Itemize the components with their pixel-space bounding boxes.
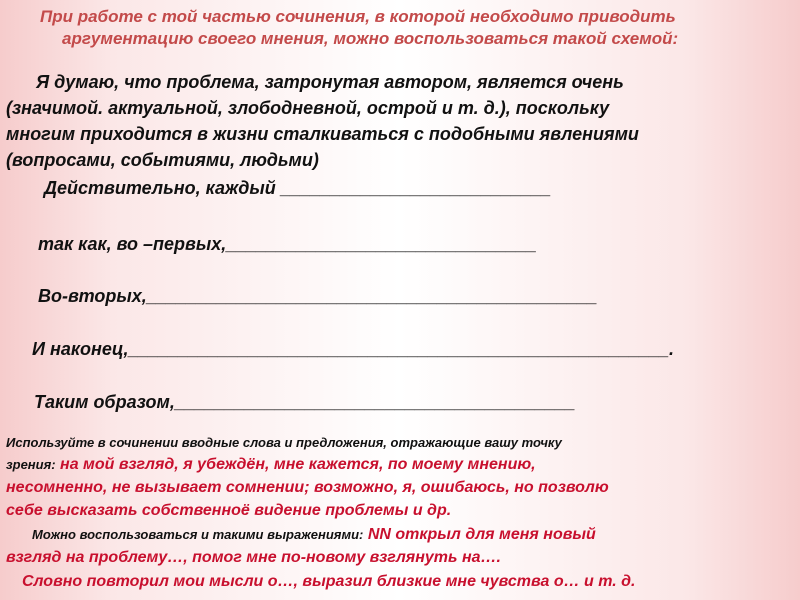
second-line: Во-вторых,_____________________________________________ [38, 286, 598, 306]
tips-expr-2: взгляд на проблему…, помог мне по-новому взглянуть на…. [6, 549, 501, 566]
intro-line-2: (значимой. актуальной, злободневной, острой и т. д.), поскольку [6, 98, 610, 118]
tips-label-2: зрения: [6, 457, 56, 472]
indeed-line: Действительно, каждый ___________________________ [44, 178, 552, 198]
title-line-2: аргументацию своего мнения, можно воспользоваться такой схемой: [62, 29, 679, 48]
first-line: так как, во –первых,_______________________________ [38, 234, 537, 254]
tips-label-1: Используйте в сочинении вводные слова и предложения, отражающие вашу точку [6, 435, 562, 450]
tips-line-2 [6, 455, 536, 475]
tips-label-3: Можно воспользоваться и такими выражениями: [32, 527, 364, 542]
tips-phrases-3: себе высказать собственноё видение проблемы и др. [6, 502, 452, 519]
intro-line-4: (вопросами, событиями, людьми) [6, 150, 319, 170]
tips-expr-3: Словно повторил мои мысли о…, выразил близкие мне чувства о… и т. д. [22, 573, 636, 590]
intro-line-3: многим приходится в жизни сталкиваться с подобными явлениями [6, 124, 639, 144]
tips-line-expr-1 [32, 525, 596, 545]
tips-expr-1: NN открыл для меня новый [367, 526, 596, 543]
tips-phrases-2: несомненно, не вызывает сомнении; возможно, я, ошибаюсь, но позволю [6, 479, 609, 496]
finally-line: И наконец,______________________________________________________. [32, 339, 675, 359]
tips-phrases-1: на мой взгляд, я убеждён, мне кажется, по моему мнению, [60, 456, 536, 473]
intro-line-1: Я думаю, что проблема, затронутая автором, является очень [36, 72, 624, 92]
title-line-1: При работе с той частью сочинения, в которой необходимо приводить [40, 7, 676, 26]
thus-line: Таким образом,________________________________________ [34, 392, 576, 412]
